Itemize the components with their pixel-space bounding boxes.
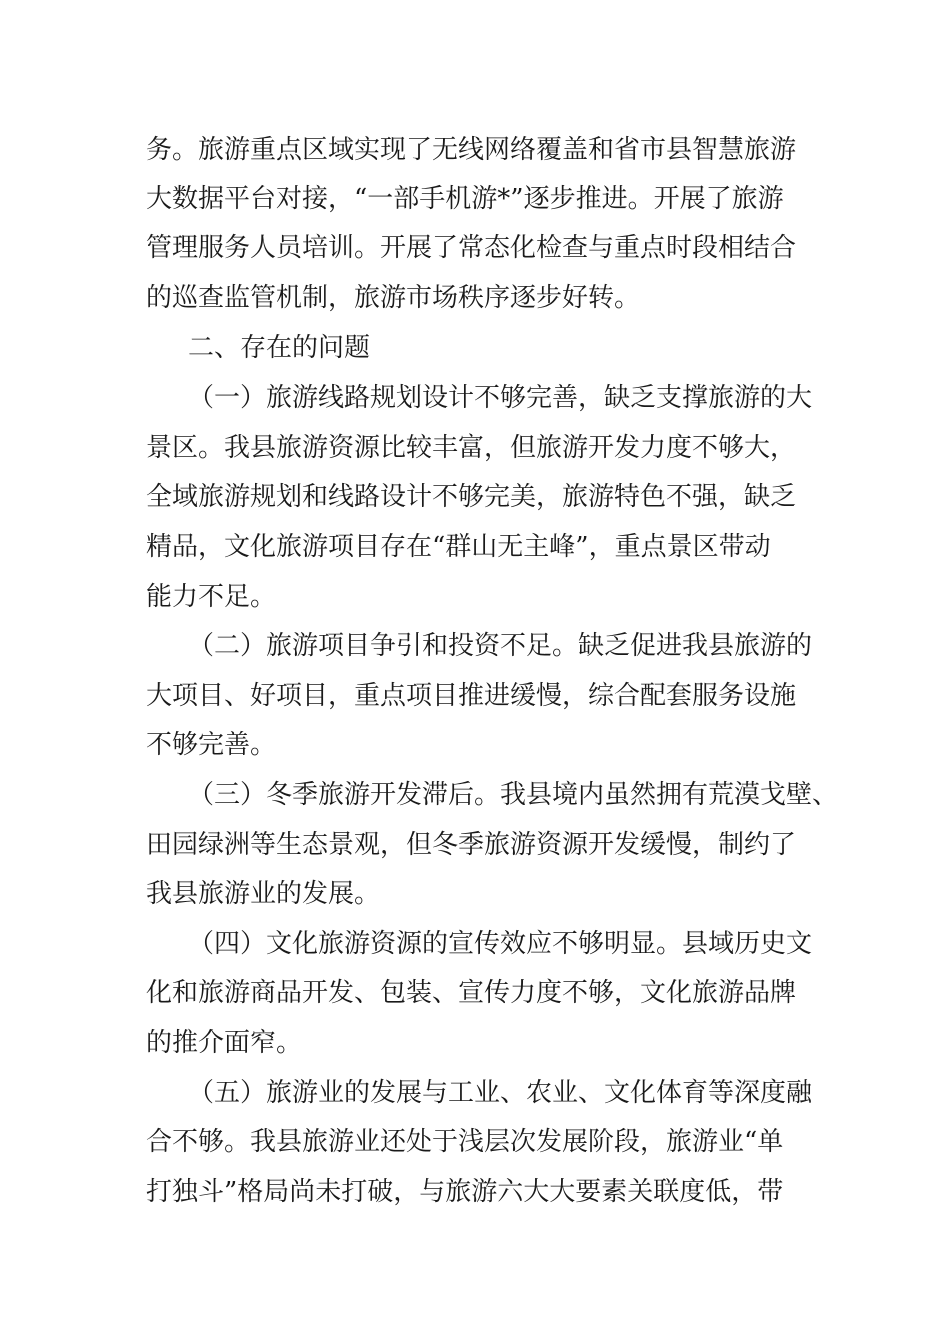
text-line: 大数据平台对接，“一部手机游*”逐步推进。开展了旅游 (146, 184, 784, 214)
text-line: 务。旅游重点区域实现了无线网络覆盖和省市县智慧旅游 (146, 135, 797, 165)
text-line: （二）旅游项目争引和投资不足。缺乏促进我县旅游的 (188, 631, 813, 661)
text-line: 能力不足。 (146, 582, 277, 612)
text-line: 全域旅游规划和线路设计不够完美，旅游特色不强，缺乏 (146, 482, 797, 512)
text-line: 田园绿洲等生态景观，但冬季旅游资源开发缓慢，制约了 (146, 830, 797, 860)
text-line: （三）冬季旅游开发滞后。我县境内虽然拥有荒漠戈壁、 (188, 780, 839, 810)
text-line: 大项目、好项目，重点项目推进缓慢，综合配套服务设施 (146, 681, 797, 711)
text-line: 的推介面窄。 (146, 1028, 303, 1058)
text-line: 合不够。我县旅游业还处于浅层次发展阶段，旅游业“单 (146, 1127, 784, 1157)
text-line: （五）旅游业的发展与工业、农业、文化体育等深度融 (188, 1078, 813, 1108)
text-line: （一）旅游线路规划设计不够完善，缺乏支撑旅游的大 (188, 383, 813, 413)
text-line: （四）文化旅游资源的宣传效应不够明显。县域历史文 (188, 929, 813, 959)
text-line: 的巡查监管机制，旅游市场秩序逐步好转。 (146, 283, 641, 313)
text-line: 管理服务人员培训。开展了常态化检查与重点时段相结合 (146, 233, 797, 263)
section-heading: 二、存在的问题 (188, 333, 371, 363)
text-line: 打独斗”格局尚未打破，与旅游六大大要素关联度低，带 (146, 1177, 784, 1207)
text-line: 精品，文化旅游项目存在“群山无主峰”，重点景区带动 (146, 532, 771, 562)
text-line: 景区。我县旅游资源比较丰富，但旅游开发力度不够大， (146, 433, 797, 463)
text-line: 我县旅游业的发展。 (146, 879, 381, 909)
text-line: 不够完善。 (146, 730, 277, 760)
text-line: 化和旅游商品开发、包装、宣传力度不够，文化旅游品牌 (146, 978, 797, 1008)
